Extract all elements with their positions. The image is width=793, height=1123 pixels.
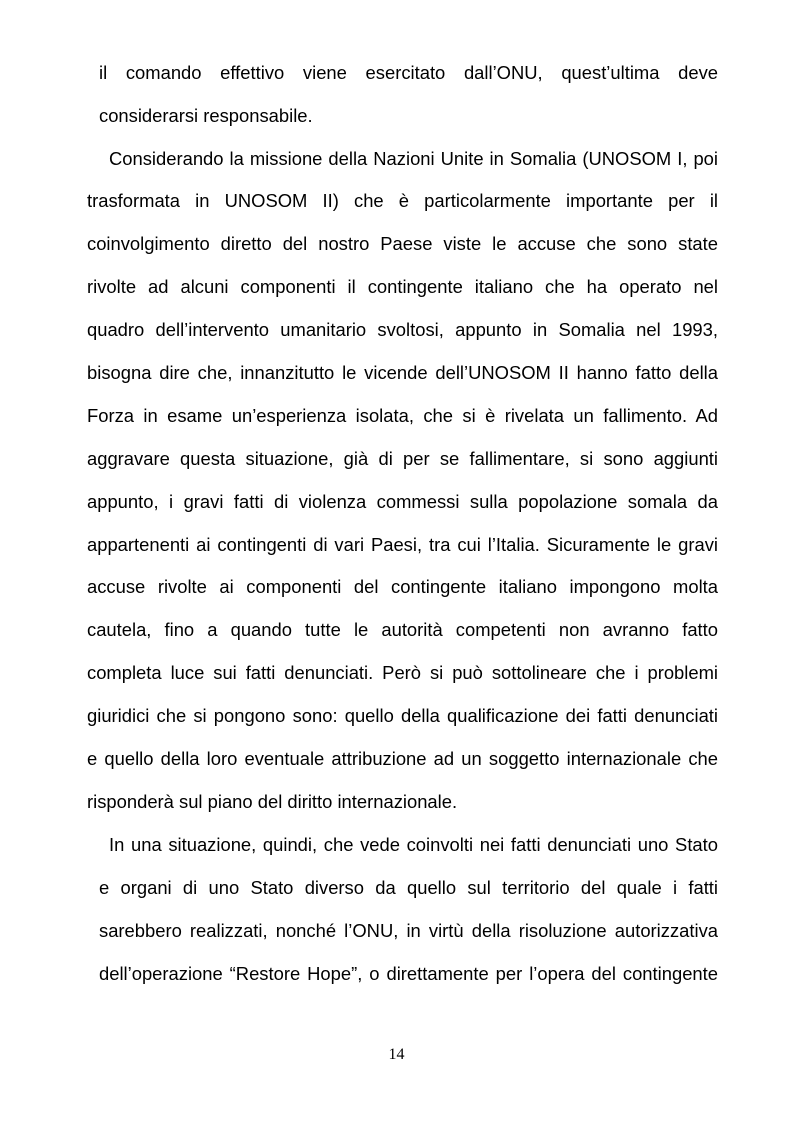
text-line: completa luce sui fatti denunciati. Però si può sottolineare che i problemi — [87, 662, 718, 683]
text-line: aggravare questa situazione, già di per se fallimentare, si sono aggiunti — [87, 448, 718, 469]
text-line: e organi di uno Stato diverso da quello sul territorio del quale i fatti — [99, 877, 718, 898]
text-line: risponderà sul piano del diritto internazionale. — [87, 791, 458, 812]
text-line: Forza in esame un’esperienza isolata, che si è rivelata un fallimento. Ad — [87, 405, 718, 426]
page-number: 14 — [388, 1046, 405, 1063]
text-line: quadro dell’intervento umanitario svoltosi, appunto in Somalia nel 1993, — [87, 319, 718, 340]
text-line: In una situazione, quindi, che vede coinvolti nei fatti denunciati uno Stato — [109, 834, 718, 855]
text-line: Considerando la missione della Nazioni Unite in Somalia (UNOSOM I, poi — [109, 148, 718, 169]
text-line: trasformata in UNOSOM II) che è particolarmente importante per il — [87, 190, 718, 211]
text-line: e quello della loro eventuale attribuzione ad un soggetto internazionale che — [87, 748, 718, 769]
text-line: appunto, i gravi fatti di violenza commessi sulla popolazione somala da — [87, 491, 718, 512]
text-line: il comando effettivo viene esercitato dall’ONU, quest’ultima deve — [99, 62, 718, 83]
text-line: bisogna dire che, innanzitutto le vicende dell’UNOSOM II hanno fatto della — [87, 362, 718, 383]
text-line: considerarsi responsabile. — [99, 105, 313, 126]
text-line: cautela, fino a quando tutte le autorità competenti non avranno fatto — [87, 619, 718, 640]
text-line: accuse rivolte ai componenti del contingente italiano impongono molta — [87, 576, 718, 597]
text-line: coinvolgimento diretto del nostro Paese viste le accuse che sono state — [87, 233, 718, 254]
text-line: rivolte ad alcuni componenti il contingente italiano che ha operato nel — [87, 276, 718, 297]
text-line: dell’operazione “Restore Hope”, o direttamente per l’opera del contingente — [99, 963, 718, 984]
text-line: sarebbero realizzati, nonché l’ONU, in virtù della risoluzione autorizzativa — [99, 920, 718, 941]
text-line: giuridici che si pongono sono: quello della qualificazione dei fatti denunciati — [87, 705, 718, 726]
text-line: appartenenti ai contingenti di vari Paesi, tra cui l’Italia. Sicuramente le gravi — [87, 534, 718, 555]
